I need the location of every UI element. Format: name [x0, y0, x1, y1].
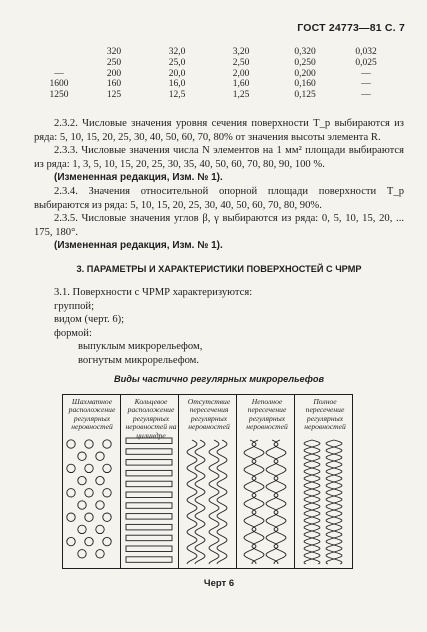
relief-circle: [67, 464, 75, 472]
figure-column-label-4: Неполное пересечение регулярных неровностей: [246, 397, 288, 432]
relief-wave-line: [304, 440, 320, 564]
edit-note-2: (Измененная редакция, Изм. № 1).: [54, 240, 223, 252]
relief-wave-line: [326, 440, 342, 564]
table-cell: —: [361, 90, 371, 101]
relief-circle: [67, 513, 75, 521]
table-cell: 320: [106, 47, 122, 57]
relief-circle: [78, 476, 86, 484]
convex-item: выпуклым микрорельефом,: [78, 341, 203, 353]
table-cell: 2,50: [232, 57, 250, 68]
relief-wave-line: [274, 440, 286, 564]
relief-circle: [103, 537, 111, 545]
table-cell: 3,20: [232, 47, 250, 57]
relief-circle: [96, 476, 104, 484]
values-table: [34, 47, 394, 101]
relief-band: [126, 514, 172, 520]
relief-circle: [103, 513, 111, 521]
table-cell: 125: [106, 90, 122, 101]
paragraph-2-3-5: 2.3.5. Числовые значения углов β, γ выбираются из ряда: 0, 5, 10, 15, 20, ... 175, 180°.: [34, 213, 404, 238]
relief-circle: [78, 501, 86, 509]
relief-circle: [96, 452, 104, 460]
relief-band: [126, 524, 172, 530]
table-row: [34, 47, 394, 58]
form-item: формой:: [54, 327, 92, 339]
table-cell: 12,5: [168, 90, 186, 101]
relief-wave-line: [209, 440, 219, 564]
table-cell: —: [361, 68, 371, 79]
table-row: [34, 79, 394, 90]
relief-circle: [78, 525, 86, 533]
table-cell: [34, 58, 84, 69]
relief-circle: [67, 537, 75, 545]
relief-circle: [96, 501, 104, 509]
relief-circle: [67, 440, 75, 448]
table-cell: 16,0: [168, 79, 186, 90]
relief-band: [126, 438, 172, 444]
figure-column-label-3: Отсутствие пересечения регулярных неровностей: [187, 397, 231, 432]
table-cell: 1,25: [232, 90, 250, 101]
table-row: [34, 69, 394, 80]
relief-circle: [85, 489, 93, 497]
figure-column-label-5: Полное пересечение регулярных неровностей: [304, 397, 346, 432]
table-cell: 1600: [49, 79, 69, 90]
paragraph-2-3-3: 2.3.3. Числовые значения числа N элементов на 1 мм² площади выбираются из ряда: 1, 3, 5, 10, 15, 20, 25, 30, 35, 40, 50, 60, 70, 80, 90, 100 %.: [34, 145, 404, 170]
relief-circle: [96, 525, 104, 533]
table-cell: 0,160: [294, 79, 316, 90]
table-cell: 20,0: [168, 68, 186, 79]
table-cell: 0,320: [294, 47, 316, 57]
section-3-body: [34, 286, 404, 368]
table-cell: 0,025: [355, 57, 377, 68]
relief-circle: [67, 489, 75, 497]
figure-label: Черт 6: [203, 578, 235, 589]
relief-band: [126, 557, 172, 563]
table-cell: 160: [106, 79, 122, 90]
relief-circle: [85, 440, 93, 448]
relief-band: [126, 492, 172, 498]
figure-column-label-2: Кольцевое расположение регулярных неровностей на цилиндре: [125, 397, 177, 440]
relief-circle: [103, 464, 111, 472]
relief-band: [126, 460, 172, 466]
microrelief-figure: [62, 394, 362, 570]
view-item: видом (черт. 6);: [54, 314, 125, 326]
relief-circle: [103, 489, 111, 497]
relief-circle: [103, 440, 111, 448]
table-row: [34, 90, 394, 101]
relief-circle: [85, 464, 93, 472]
paragraph-2-3-2: 2.3.2. Числовые значения уровня сечения поверхности T_p выбираются из ряда: 5, 10, 15, 20, 25, 30, 40, 50, 60, 70, 80% от значения высоты элемента R.: [34, 118, 404, 143]
relief-band: [126, 535, 172, 541]
table-cell: 32,0: [168, 47, 186, 57]
table-cell: 0,250: [294, 57, 316, 68]
relief-wave-line: [252, 440, 264, 564]
paragraphs-block: [34, 117, 404, 253]
table-cell: 0,032: [355, 47, 377, 57]
table-cell: 2,00: [232, 68, 250, 79]
table-cell: [34, 47, 84, 58]
table-cell: 250: [106, 57, 122, 68]
relief-circle: [78, 452, 86, 460]
relief-band: [126, 470, 172, 476]
table-row: [34, 58, 394, 69]
relief-band: [126, 503, 172, 509]
table-cell: 1,60: [232, 79, 250, 90]
figure-column-label-1: Шахматное расположение регулярных неровностей: [68, 397, 116, 432]
page-header: ГОСТ 24773—81 С. 7: [297, 22, 405, 34]
relief-circle: [85, 537, 93, 545]
table-cell: 25,0: [168, 57, 186, 68]
table-cell: 1250: [49, 90, 69, 101]
paragraph-3-1: 3.1. Поверхности с ЧРМР характеризуются:: [54, 287, 253, 298]
table-cell: —: [361, 79, 371, 90]
section-3-title: 3. ПАРАМЕТРЫ И ХАРАКТЕРИСТИКИ ПОВЕРХНОСТЕЙ С ЧРМР: [76, 264, 362, 274]
relief-band: [126, 449, 172, 455]
relief-band: [126, 546, 172, 552]
relief-circle: [78, 550, 86, 558]
table-cell: 0,125: [294, 90, 316, 101]
relief-wave-line: [187, 440, 197, 564]
relief-circle: [96, 550, 104, 558]
relief-circle: [85, 513, 93, 521]
table-cell: —: [54, 68, 64, 79]
table-cell: 0,200: [294, 68, 316, 79]
figure-caption: Виды частично регулярных микрорельефов: [113, 374, 325, 384]
group-item: группой;: [54, 300, 95, 312]
paragraph-2-3-4: 2.3.4. Значения относительной опорной площади поверхности T_p выбираются из ряда: 5, 10, 15, 20, 25, 30, 40, 50, 60, 70, 80, 90%.: [34, 185, 404, 211]
concave-item: вогнутым микрорельефом.: [78, 354, 200, 366]
table-cell: 200: [106, 68, 122, 79]
relief-band: [126, 481, 172, 487]
edit-note-1: (Измененная редакция, Изм. № 1).: [54, 172, 223, 184]
